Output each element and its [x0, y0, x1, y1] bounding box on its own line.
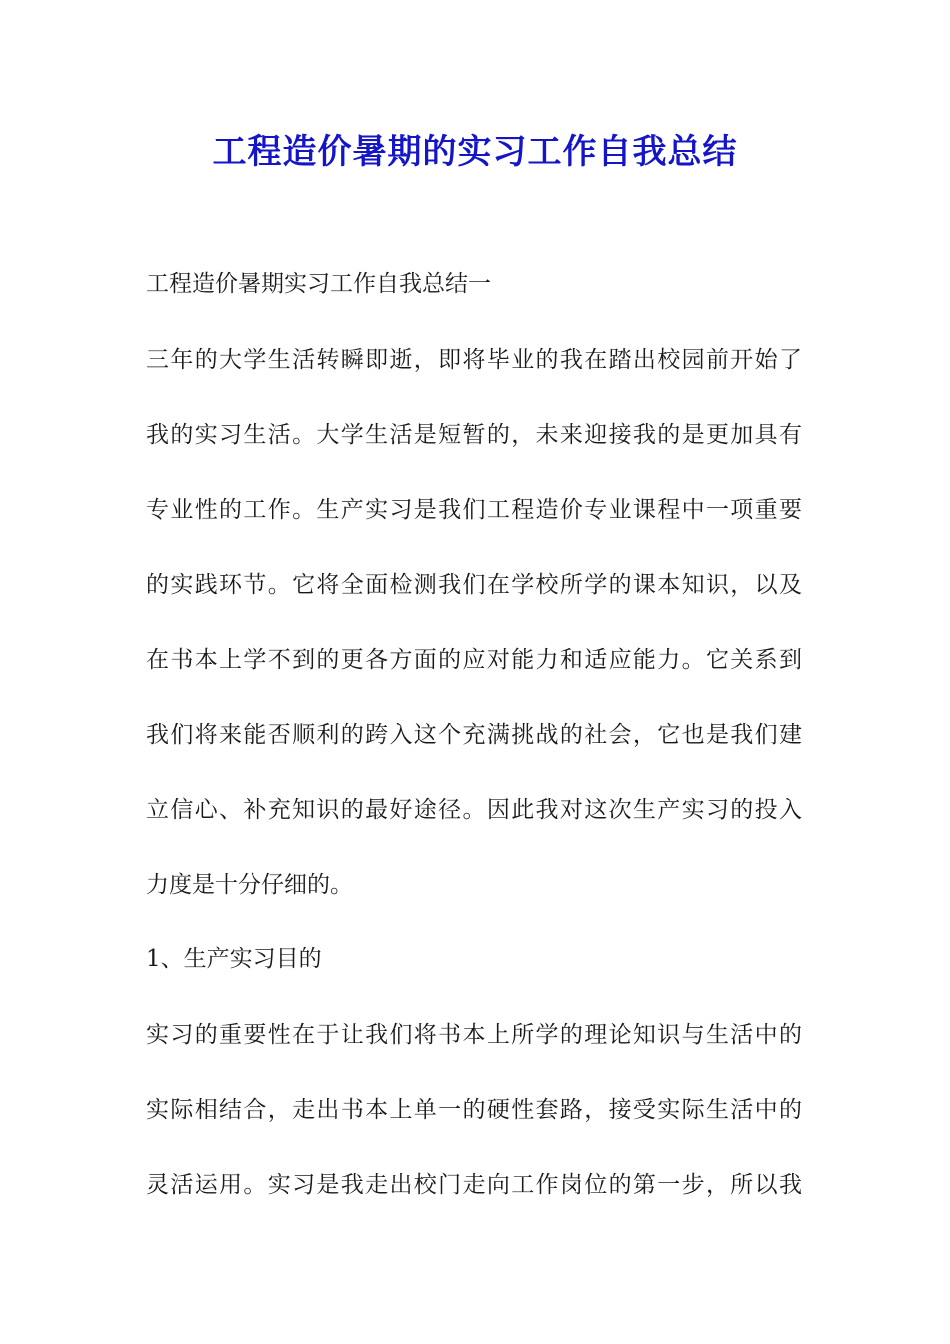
paragraph-line: 专业性的工作。生产实习是我们工程造价专业课程中一项重要	[146, 497, 802, 523]
paragraph-line: 立信心、补充知识的最好途径。因此我对这次生产实习的投入	[146, 797, 802, 823]
paragraph-line: 在书本上学不到的更各方面的应对能力和适应能力。它关系到	[146, 647, 802, 673]
section-heading: 1、生产实习目的	[146, 946, 322, 972]
document-title: 工程造价暑期的实习工作自我总结	[212, 132, 738, 172]
paragraph-line: 灵活运用。实习是我走出校门走向工作岗位的第一步，所以我	[146, 1172, 802, 1198]
paragraph-line: 三年的大学生活转瞬即逝，即将毕业的我在踏出校园前开始了	[146, 347, 802, 373]
paragraph-line: 我们将来能否顺利的跨入这个充满挑战的社会，它也是我们建	[146, 722, 802, 748]
section-subtitle: 工程造价暑期实习工作自我总结一	[146, 271, 491, 297]
paragraph-line: 我的实习生活。大学生活是短暂的，未来迎接我的是更加具有	[146, 422, 802, 448]
paragraph-line: 力度是十分仔细的。	[146, 872, 353, 898]
paragraph-line: 实际相结合，走出书本上单一的硬性套路，接受实际生活中的	[146, 1097, 802, 1123]
paragraph-line: 实习的重要性在于让我们将书本上所学的理论知识与生活中的	[146, 1022, 802, 1048]
paragraph-line: 的实践环节。它将全面检测我们在学校所学的课本知识，以及	[146, 572, 802, 598]
